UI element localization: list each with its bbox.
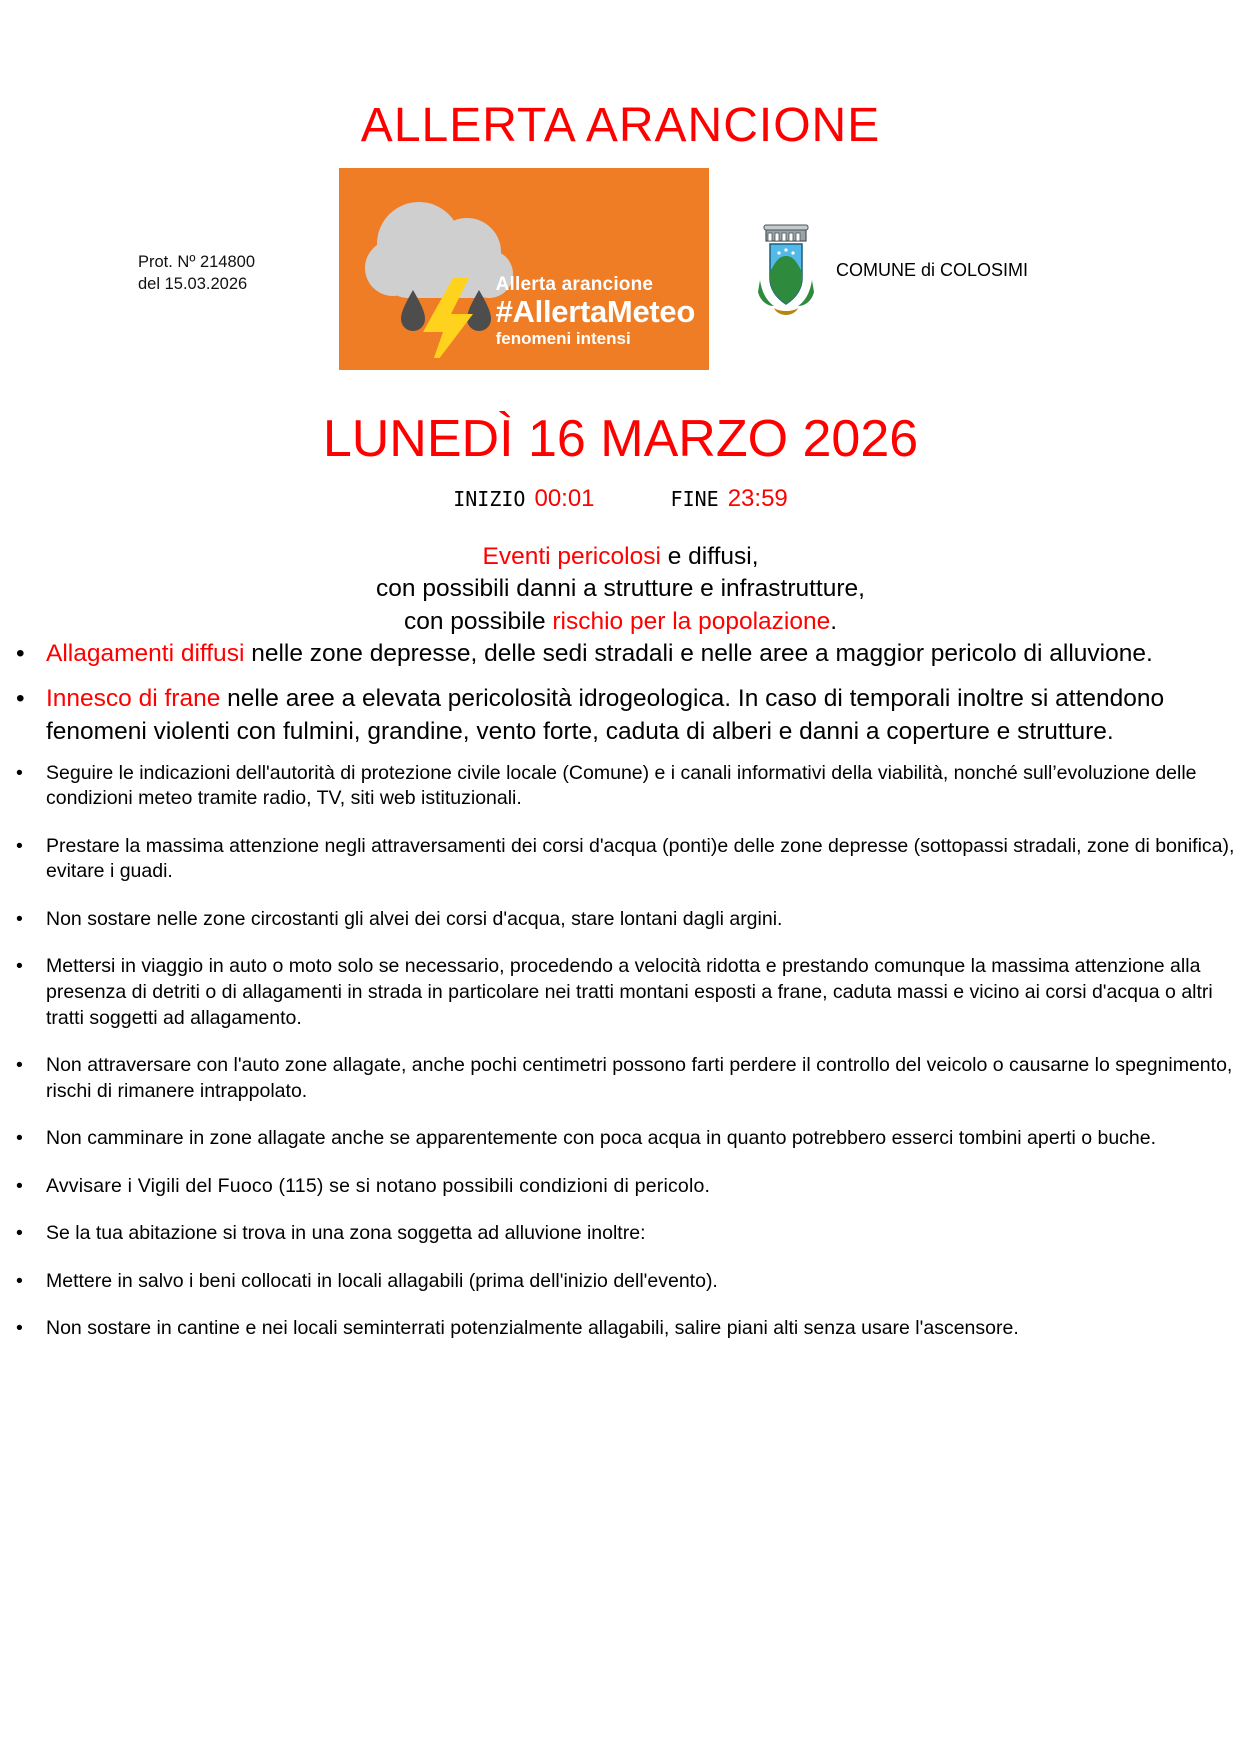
- highlight-red-label: Innesco di frane: [46, 685, 221, 713]
- intro-line-2: con possibili danni a strutture e infrastrutture,: [376, 575, 865, 603]
- intro-line-3: [0, 606, 1241, 639]
- alert-times-row: [0, 485, 1241, 513]
- comune-block: [750, 224, 1028, 316]
- protocol-date: del 15.03.2026: [138, 274, 248, 293]
- intro-paragraph: [0, 541, 1241, 639]
- intro-line-3-pre: con possibile: [403, 607, 553, 635]
- list-item: • Seguire le indicazioni dell'autorità di protezione civile locale (Comune) e i canali informativi della viabilità, nonché sull’evoluzione delle condizioni meteo tramite radio, TV, siti web istituzionali.: [0, 761, 1241, 812]
- list-item: • Mettere in salvo i beni collocati in locali allagabili (prima dell'inizio dell'evento).: [0, 1269, 1241, 1295]
- highlight-bullet-list: [0, 638, 1241, 748]
- comune-crest-icon: [750, 224, 822, 316]
- end-time-group: [671, 485, 788, 513]
- allerta-meteo-banner: [339, 168, 709, 370]
- start-time-label: INIZIO: [453, 486, 526, 511]
- list-item: • Avvisare i Vigili del Fuoco (115) se si notano possibili condizioni di pericolo.: [0, 1174, 1241, 1200]
- list-item: • Se la tua abitazione si trova in una zona soggetta ad alluvione inoltre:: [0, 1221, 1241, 1247]
- highlight-text: nelle zone depresse, delle sedi stradali e nelle aree a maggior pericolo di alluvione.: [244, 640, 1153, 668]
- highlight-red-label: Allagamenti diffusi: [46, 640, 245, 668]
- end-time-label: FINE: [670, 486, 719, 511]
- intro-line-1: [0, 541, 1241, 574]
- banner-line-fenomeni: fenomeni intensi: [495, 329, 631, 349]
- list-item: • Mettersi in viaggio in auto o moto solo se necessario, procedendo a velocità ridotta e prestando comunque la massima attenzione alla presenza di detriti o di allagamenti in strada in particolare nei tratti montani esposti a frane, caduta massi e vicino ai corsi d'acqua o altri tratti soggetti ad allagamento.: [0, 954, 1241, 1031]
- list-item: • Non camminare in zone allagate anche se apparentemente con poca acqua in quanto potrebbero esserci tombini aperti o buche.: [0, 1126, 1241, 1152]
- banner-line-allerta: Allerta arancione: [495, 273, 654, 295]
- advice-bullet-list: [0, 761, 1241, 1342]
- list-item: [0, 683, 1241, 749]
- list-item: • Non attraversare con l'auto zone allagate, anche pochi centimetri possono farti perdere il controllo del veicolo o causarne lo spegnimento, rischi di rimanere intrappolato.: [0, 1053, 1241, 1104]
- page-title: ALLERTA ARANCIONE: [360, 99, 881, 152]
- protocol-number: Prot. Nº 214800: [138, 253, 256, 271]
- alert-date-heading: LUNEDÌ 16 MARZO 2026: [322, 410, 919, 468]
- highlight-text: nelle aree a elevata pericolosità idrogeologica. In caso di temporali inoltre si attendono fenomeni violenti con fulmini, grandine, vento forte, caduta di alberi e danni a coperture e strutture.: [46, 685, 1165, 745]
- banner-line-hashtag: #AllertaMeteo: [495, 293, 695, 329]
- intro-red-rischio: rischio per la popolazione: [552, 607, 831, 635]
- list-item: • Non sostare in cantine e nei locali seminterrati potenzialmente allagabili, salire piani alti senza usare l'ascensore.: [0, 1316, 1241, 1342]
- list-item: • Prestare la massima attenzione negli attraversamenti dei corsi d'acqua (ponti)e delle zone depresse (sottopassi stradali, zone di bonifica), evitare i guadi.: [0, 834, 1241, 885]
- comune-name-label: COMUNE di COLOSIMI: [836, 259, 1029, 280]
- protocol-block: [138, 252, 255, 296]
- start-time-group: [453, 485, 594, 513]
- list-item: • Non sostare nelle zone circostanti gli alvei dei corsi d'acqua, stare lontani dagli argini.: [0, 907, 1241, 933]
- intro-line-3-post: .: [830, 607, 838, 635]
- list-item: [0, 638, 1241, 671]
- document-header: [0, 168, 1241, 378]
- banner-text-block: [496, 275, 695, 348]
- intro-line-1-rest: e diffusi,: [660, 542, 759, 570]
- start-time-value: 00:01: [534, 484, 595, 512]
- intro-red-eventi: Eventi pericolosi: [482, 542, 661, 570]
- end-time-value: 23:59: [727, 484, 788, 512]
